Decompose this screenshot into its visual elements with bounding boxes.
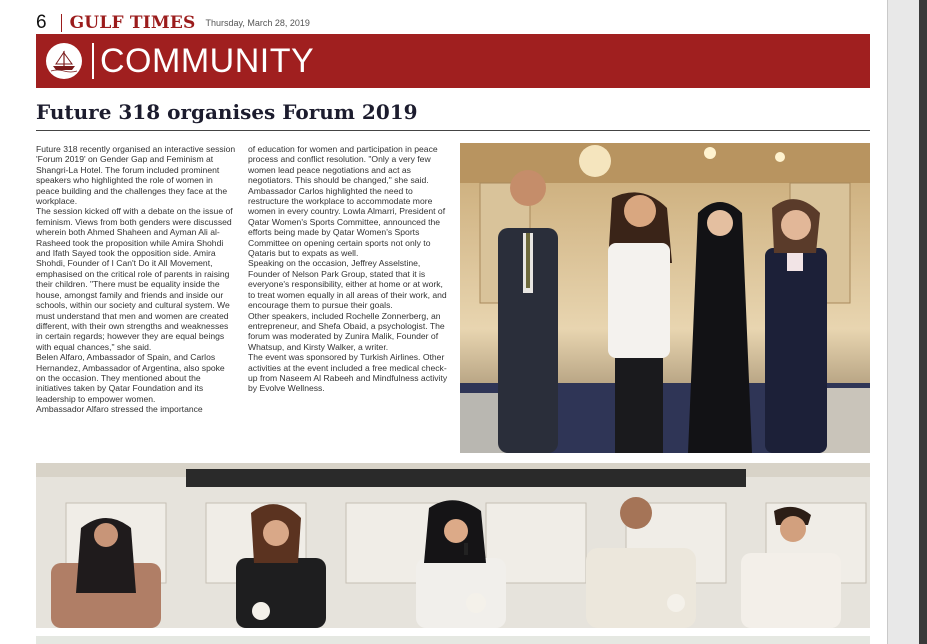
panel-discussion-photo [36,463,870,628]
dhow-boat-icon [46,43,82,79]
group-photo [460,143,870,453]
page-number: 6 [36,12,47,33]
article-column-1 [36,144,236,415]
paragraph: Future 318 recently organised an interactive session 'Forum 2019' on Gender Gap and Feminism at Shangri-La Hotel. The forum included prominent speakers who highlighted the role of women in peace building and the challenges they face at the workplace. [36,144,236,207]
section-banner [36,34,870,88]
newspaper-name: GULF TIMES [69,13,196,33]
paragraph: Ambassador Alfaro stressed the importance [36,404,203,415]
issue-date: Thursday, March 28, 2019 [205,18,310,28]
banner-divider [92,43,94,79]
paragraph: Belen Alfaro, Ambassador of Spain, and Carlos Hernandez, Ambassador of Argentina, also spoke on the occasion. They mentioned about the initiatives taken by Qatar Foundation and its leadership to empower women. [36,352,225,404]
paragraph: Other speakers, included Rochelle Zonnerberg, an entrepreneur, and Shefa Obaid, a psychologist. The forum was moderated by Zunira Malik, Founder of Whatsup, and Kirsty Walker, a writer. [248,310,445,352]
article-column-2 [248,144,448,394]
section-title: COMMUNITY [100,41,315,80]
page-bottom-strip [36,636,870,644]
scrollbar[interactable] [919,0,927,644]
person [608,192,672,453]
paragraph: The session kicked off with a debate on the issue of feminism. Views from both genders were discussed wherein both Ahmed Shaheen and Ayman Ali al-Rasheed took the proposition while Amira Shohdi and Ifath Sayed took the opposition side. Amira Shohdi, Founder of I Can't Do it All Movement, emphasised on the critical role of parents in raising their children. "There must be equality inside the house, amongst family and friends and inside our schools, within our society and cultural system. We must understand that men and women are created different, with their own strengths and weaknesses in certain regards; however they are equal beings with equal chances," she said. [36,206,233,352]
person [688,202,752,453]
paragraph: Ambassador Carlos highlighted the need to restructure the workplace to accommodate more women in every country. Lowla Almarri, President of Qatar Women's Sports Committee, announced the efforts being made by Qatar Women's Sports Committee on opening certain sports not only to Qataris but to expats as well. [248,185,446,259]
headline-rule [36,130,870,131]
paragraph: Speaking on the occasion, Jeffrey Asselstine, Founder of Nelson Park Group, stated that it is everyone's responsibility, either at home or at work, to treat women equally in all areas of their work, and encourage them to pursue their goals. [248,258,447,311]
article-headline: Future 318 organises Forum 2019 [36,100,418,124]
paragraph: The event was sponsored by Turkish Airlines. Other activities at the event included a free medical check-up from Naseem Al Rabeeh and Mindfulness activity by Evolve Wellness. [248,352,448,394]
page-header [36,12,310,34]
paragraph: of education for women and participation in peace process and conflict resolution. "Only a very few women lead peace negotiations and act as negotiators. This should be changed," she said. [248,144,438,186]
header-divider [61,14,62,32]
